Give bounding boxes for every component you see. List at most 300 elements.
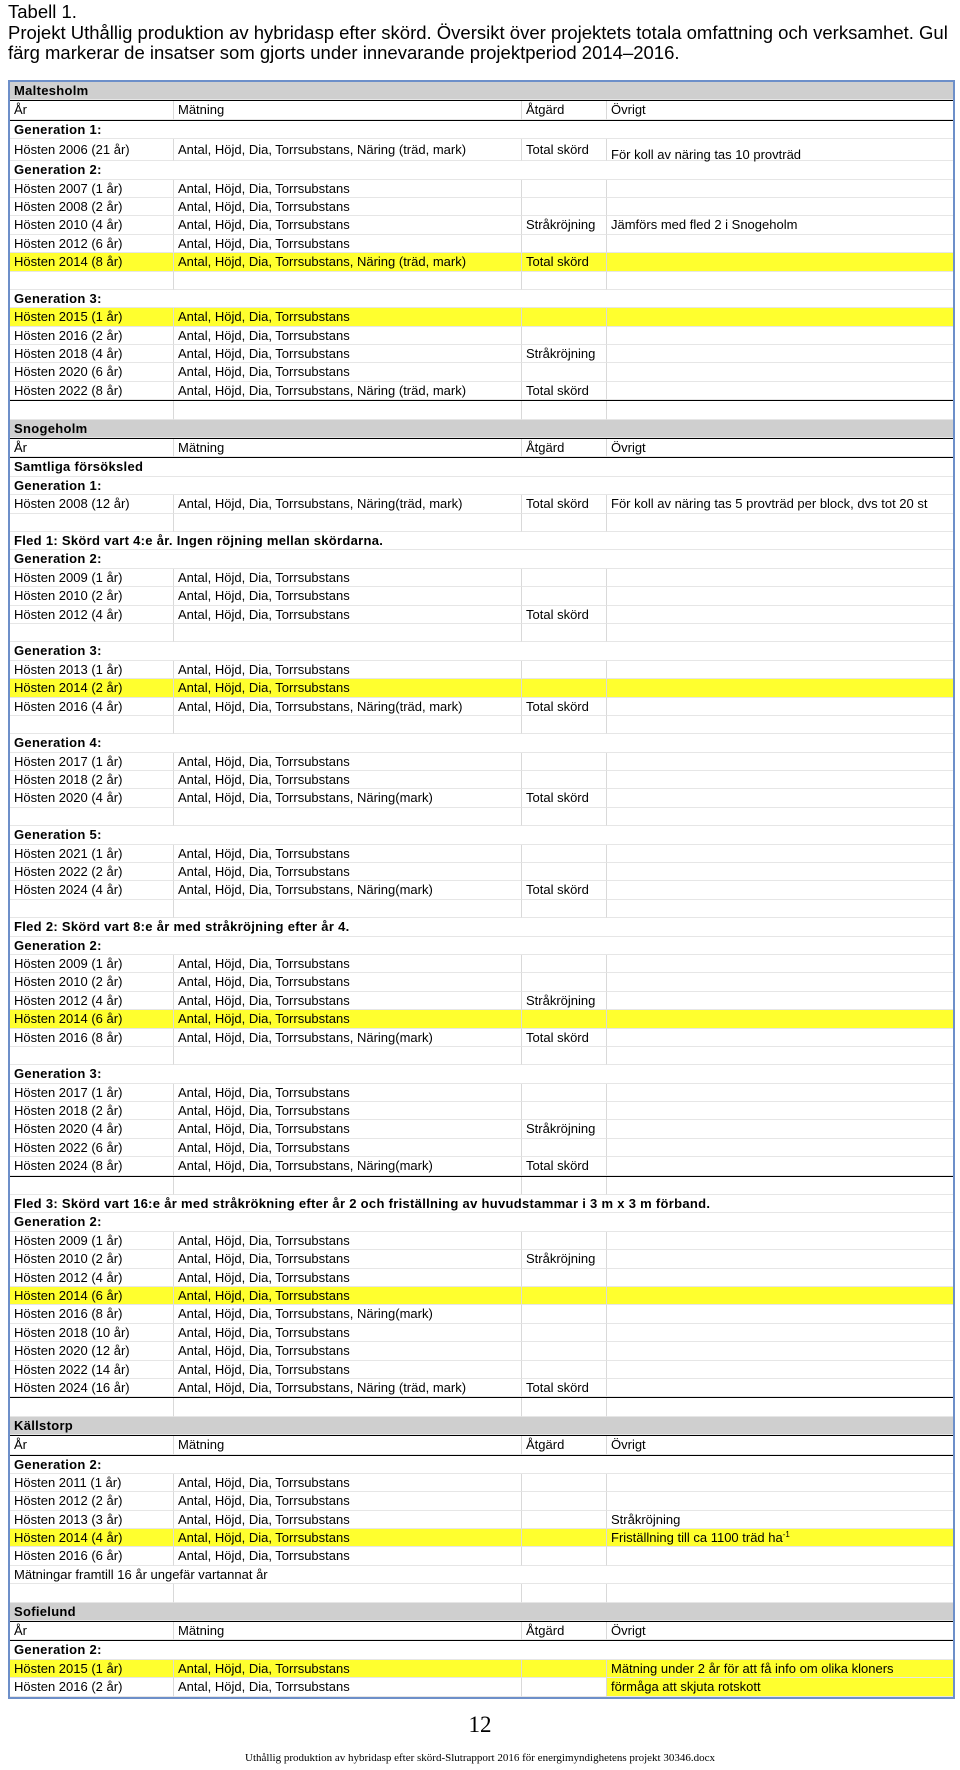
cell-text: Antal, Höjd, Dia, Torrsubstans xyxy=(178,1269,350,1285)
table-row xyxy=(10,1492,953,1510)
other-cell xyxy=(606,216,953,234)
cell-text: Antal, Höjd, Dia, Torrsubstans xyxy=(178,217,350,233)
spacer-row xyxy=(10,1177,953,1195)
empty-cell xyxy=(521,1047,606,1065)
action-cell xyxy=(521,101,606,119)
action-cell xyxy=(521,198,606,216)
action-cell xyxy=(521,973,606,991)
action-cell xyxy=(521,1678,606,1696)
cell-text: Hösten 2024 (4 år) xyxy=(14,882,123,898)
cell-text: Hösten 2024 (8 år) xyxy=(14,1158,123,1174)
action-cell xyxy=(521,1492,606,1510)
year-cell xyxy=(10,1010,173,1028)
group-label: Generation 3: xyxy=(10,642,953,660)
empty-cell xyxy=(173,900,521,918)
cell-text: Antal, Höjd, Dia, Torrsubstans, Näring(mark) xyxy=(178,882,433,898)
group-label: Generation 5: xyxy=(10,826,953,844)
generation-row xyxy=(10,937,953,955)
group-label: Generation 2: xyxy=(10,937,953,955)
measurement-cell xyxy=(173,495,521,513)
cell-text: Hösten 2015 (1 år) xyxy=(14,1660,123,1676)
table-row xyxy=(10,1324,953,1342)
empty-cell xyxy=(173,272,521,290)
table-row xyxy=(10,363,953,381)
cell-text: Antal, Höjd, Dia, Torrsubstans xyxy=(178,1511,350,1527)
year-cell xyxy=(10,439,173,457)
column-header-row xyxy=(10,1621,953,1641)
table-row xyxy=(10,180,953,198)
site-header-row xyxy=(10,82,953,100)
cell-text: Hösten 2018 (10 år) xyxy=(14,1324,130,1340)
year-cell xyxy=(10,1660,173,1678)
year-cell xyxy=(10,753,173,771)
other-cell xyxy=(606,1102,953,1120)
action-cell xyxy=(521,180,606,198)
measurement-cell xyxy=(173,881,521,899)
action-cell xyxy=(521,1305,606,1323)
cell-text: Hösten 2014 (6 år) xyxy=(14,1011,123,1027)
other-cell xyxy=(606,1474,953,1492)
other-cell xyxy=(606,606,953,624)
table-row xyxy=(10,992,953,1010)
year-cell xyxy=(10,1157,173,1175)
measurement-cell xyxy=(173,363,521,381)
other-cell xyxy=(606,139,953,161)
action-cell xyxy=(521,327,606,345)
table-row xyxy=(10,139,953,161)
measurement-cell xyxy=(173,1305,521,1323)
spacer-row xyxy=(10,624,953,642)
empty-cell xyxy=(606,272,953,290)
measurement-cell xyxy=(173,345,521,363)
table-row xyxy=(10,845,953,863)
measurement-cell xyxy=(173,439,521,457)
action-cell xyxy=(521,1361,606,1379)
cell-text: Antal, Höjd, Dia, Torrsubstans, Näring (träd, mark) xyxy=(178,142,467,158)
table-row xyxy=(10,606,953,624)
action-cell xyxy=(521,1622,606,1640)
other-cell xyxy=(606,973,953,991)
table-row xyxy=(10,1010,953,1028)
measurement-cell xyxy=(173,1120,521,1138)
empty-cell xyxy=(521,900,606,918)
other-cell xyxy=(606,439,953,457)
table-caption xyxy=(8,2,953,64)
cell-text: Antal, Höjd, Dia, Torrsubstans xyxy=(178,364,350,380)
site-header-row xyxy=(10,1603,953,1621)
empty-cell xyxy=(521,1584,606,1602)
cell-text: Hösten 2009 (1 år) xyxy=(14,569,123,585)
year-cell xyxy=(10,1084,173,1102)
action-cell xyxy=(521,679,606,697)
treatment-row xyxy=(10,532,953,550)
action-cell xyxy=(521,1029,606,1047)
table-row xyxy=(10,327,953,345)
year-cell xyxy=(10,198,173,216)
measurement-cell xyxy=(173,1529,521,1547)
cell-text: Antal, Höjd, Dia, Torrsubstans xyxy=(178,845,350,861)
table-row xyxy=(10,216,953,234)
year-cell xyxy=(10,308,173,326)
year-cell xyxy=(10,253,173,271)
generation-row xyxy=(10,121,953,139)
empty-cell xyxy=(521,808,606,826)
overview-table xyxy=(8,80,955,1699)
cell-text: Hösten 2011 (1 år) xyxy=(14,1474,122,1490)
year-cell xyxy=(10,771,173,789)
generation-row xyxy=(10,458,953,476)
group-label: Generation 2: xyxy=(10,550,953,568)
cell-text: Antal, Höjd, Dia, Torrsubstans, Näring (träd, mark) xyxy=(178,254,467,270)
measurement-cell xyxy=(173,1010,521,1028)
action-cell xyxy=(521,698,606,716)
year-cell xyxy=(10,235,173,253)
other-cell xyxy=(606,698,953,716)
cell-text: Antal, Höjd, Dia, Torrsubstans xyxy=(178,1548,350,1564)
cell-text: Hösten 2020 (12 år) xyxy=(14,1343,130,1359)
cell-text: Total skörd xyxy=(526,1029,589,1045)
year-cell xyxy=(10,1547,173,1565)
measurement-cell xyxy=(173,973,521,991)
cell-text: Hösten 2013 (1 år) xyxy=(14,661,123,677)
action-cell xyxy=(521,569,606,587)
table-row xyxy=(10,1342,953,1360)
empty-cell xyxy=(606,716,953,734)
cell-text: Hösten 2008 (2 år) xyxy=(14,198,123,214)
measurement-cell xyxy=(173,1474,521,1492)
empty-cell xyxy=(173,808,521,826)
group-label: Generation 3: xyxy=(10,290,953,308)
column-header-row xyxy=(10,438,953,458)
cell-text: Antal, Höjd, Dia, Torrsubstans xyxy=(178,992,350,1008)
year-cell xyxy=(10,955,173,973)
cell-text: Hösten 2016 (2 år) xyxy=(14,327,123,343)
measurement-cell xyxy=(173,845,521,863)
empty-cell xyxy=(521,401,606,419)
cell-text: Antal, Höjd, Dia, Torrsubstans xyxy=(178,955,350,971)
measurement-cell xyxy=(173,587,521,605)
action-cell xyxy=(521,1379,606,1397)
cell-text: Antal, Höjd, Dia, Torrsubstans xyxy=(178,606,350,622)
year-cell xyxy=(10,1324,173,1342)
empty-cell xyxy=(173,624,521,642)
table-row xyxy=(10,1102,953,1120)
table-row xyxy=(10,1379,953,1398)
year-cell xyxy=(10,973,173,991)
year-cell xyxy=(10,789,173,807)
other-cell xyxy=(606,1492,953,1510)
cell-text: Hösten 2009 (1 år) xyxy=(14,955,123,971)
cell-text: Antal, Höjd, Dia, Torrsubstans xyxy=(178,1103,350,1119)
other-cell xyxy=(606,661,953,679)
cell-text: Total skörd xyxy=(526,1158,589,1174)
other-cell xyxy=(606,1529,953,1547)
year-cell xyxy=(10,1250,173,1268)
cell-text: Antal, Höjd, Dia, Torrsubstans xyxy=(178,309,350,325)
year-cell xyxy=(10,1232,173,1250)
cell-text: Hösten 2022 (8 år) xyxy=(14,382,123,398)
other-cell xyxy=(606,1342,953,1360)
generation-row xyxy=(10,290,953,308)
other-cell xyxy=(606,771,953,789)
measurement-cell xyxy=(173,1379,521,1397)
other-cell xyxy=(606,1622,953,1640)
measurement-cell xyxy=(173,789,521,807)
cell-text: Hösten 2010 (4 år) xyxy=(14,217,123,233)
other-cell xyxy=(606,679,953,697)
year-cell xyxy=(10,327,173,345)
empty-cell xyxy=(606,1584,953,1602)
cell-text: Antal, Höjd, Dia, Torrsubstans xyxy=(178,680,350,696)
cell-text: Antal, Höjd, Dia, Torrsubstans xyxy=(178,588,350,604)
empty-cell xyxy=(173,401,521,419)
table-row xyxy=(10,789,953,807)
cell-text: Antal, Höjd, Dia, Torrsubstans xyxy=(178,1011,350,1027)
cell-text: Hösten 2006 (21 år) xyxy=(14,142,130,158)
cell-text: Antal, Höjd, Dia, Torrsubstans xyxy=(178,198,350,214)
other-cell xyxy=(606,180,953,198)
table-row xyxy=(10,771,953,789)
year-cell xyxy=(10,679,173,697)
cell-text: Antal, Höjd, Dia, Torrsubstans, Näring (träd, mark) xyxy=(178,1379,467,1395)
empty-cell xyxy=(606,401,953,419)
cell-text: Antal, Höjd, Dia, Torrsubstans xyxy=(178,1493,350,1509)
cell-text: Hösten 2014 (8 år) xyxy=(14,254,123,270)
year-cell xyxy=(10,1287,173,1305)
empty-cell xyxy=(10,1047,173,1065)
cell-text: Antal, Höjd, Dia, Torrsubstans xyxy=(178,569,350,585)
measurement-cell xyxy=(173,1361,521,1379)
action-cell xyxy=(521,771,606,789)
cell-text: Hösten 2014 (6 år) xyxy=(14,1288,123,1303)
other-cell xyxy=(606,1379,953,1397)
cell-text: Antal, Höjd, Dia, Torrsubstans xyxy=(178,180,350,196)
table-row xyxy=(10,1547,953,1565)
table-body xyxy=(10,82,953,1697)
other-cell xyxy=(606,881,953,899)
group-label: Generation 1: xyxy=(10,121,953,139)
cell-text: Total skörd xyxy=(526,882,589,898)
cell-text: Hösten 2012 (4 år) xyxy=(14,606,123,622)
table-row xyxy=(10,1157,953,1176)
action-cell xyxy=(521,661,606,679)
action-cell xyxy=(521,235,606,253)
year-cell xyxy=(10,1139,173,1157)
table-row xyxy=(10,1269,953,1287)
year-cell xyxy=(10,1474,173,1492)
cell-text: Total skörd xyxy=(526,382,589,398)
cell-text: Total skörd xyxy=(526,790,589,806)
year-cell xyxy=(10,1622,173,1640)
action-cell xyxy=(521,753,606,771)
measurement-cell xyxy=(173,1511,521,1529)
generation-row xyxy=(10,734,953,752)
action-cell xyxy=(521,1084,606,1102)
site-name: Sofielund xyxy=(10,1603,953,1621)
other-cell xyxy=(606,1287,953,1305)
site-name: Källstorp xyxy=(10,1417,953,1435)
action-cell xyxy=(521,495,606,513)
measurement-cell xyxy=(173,1436,521,1454)
year-cell xyxy=(10,1120,173,1138)
cell-text: År xyxy=(14,1437,27,1453)
group-label: Generation 3: xyxy=(10,1065,953,1083)
treatment-label: Fled 3: Skörd vart 16:e år med stråkrökning efter år 2 och friställning av huvudstammar i 3 m x 3 m förband. xyxy=(10,1195,953,1213)
year-cell xyxy=(10,698,173,716)
empty-cell xyxy=(10,716,173,734)
action-cell xyxy=(521,1287,606,1305)
spacer-row xyxy=(10,514,953,532)
action-cell xyxy=(521,439,606,457)
cell-text: Mätning under 2 år för att få info om olika kloners xyxy=(611,1660,894,1676)
measurement-cell xyxy=(173,1342,521,1360)
other-cell xyxy=(606,1010,953,1028)
other-cell xyxy=(606,253,953,271)
empty-cell xyxy=(606,1047,953,1065)
cell-text: Hösten 2017 (1 år) xyxy=(14,753,123,769)
measurement-cell xyxy=(173,661,521,679)
measurement-cell xyxy=(173,1269,521,1287)
cell-text: Mätning xyxy=(178,1437,225,1453)
measurement-cell xyxy=(173,955,521,973)
action-cell xyxy=(521,789,606,807)
other-cell xyxy=(606,1324,953,1342)
treatment-label: Fled 2: Skörd vart 8:e år med stråkröjning efter år 4. xyxy=(10,918,953,936)
group-label: Generation 2: xyxy=(10,161,953,179)
spacer-row xyxy=(10,716,953,734)
empty-cell xyxy=(606,1177,953,1195)
action-cell xyxy=(521,1010,606,1028)
other-cell xyxy=(606,345,953,363)
measurement-cell xyxy=(173,863,521,881)
measurement-cell xyxy=(173,569,521,587)
year-cell xyxy=(10,382,173,400)
action-cell xyxy=(521,881,606,899)
cell-text: Antal, Höjd, Dia, Torrsubstans xyxy=(178,1139,350,1155)
cell-text: Hösten 2008 (12 år) xyxy=(14,496,130,512)
year-cell xyxy=(10,1305,173,1323)
superscript: -1 xyxy=(782,1530,790,1540)
action-cell xyxy=(521,1547,606,1565)
cell-text: Åtgärd xyxy=(526,1623,565,1639)
year-cell xyxy=(10,863,173,881)
table-row xyxy=(10,1529,953,1547)
cell-text: Hösten 2018 (2 år) xyxy=(14,772,123,788)
site-header-row xyxy=(10,1417,953,1435)
cell-text: Hösten 2014 (2 år) xyxy=(14,680,123,696)
year-cell xyxy=(10,992,173,1010)
cell-text: Hösten 2018 (2 år) xyxy=(14,1103,123,1119)
year-cell xyxy=(10,1029,173,1047)
cell-text: Hösten 2022 (14 år) xyxy=(14,1361,130,1377)
other-cell xyxy=(606,1120,953,1138)
group-label: Generation 2: xyxy=(10,1213,953,1231)
table-row xyxy=(10,1678,953,1696)
cell-text: Antal, Höjd, Dia, Torrsubstans xyxy=(178,235,350,251)
table-row xyxy=(10,863,953,881)
cell-text: Hösten 2012 (4 år) xyxy=(14,992,123,1008)
year-cell xyxy=(10,1379,173,1397)
measurement-cell xyxy=(173,679,521,697)
action-cell xyxy=(521,1511,606,1529)
generation-row xyxy=(10,161,953,179)
empty-cell xyxy=(173,1398,521,1416)
cell-text: Antal, Höjd, Dia, Torrsubstans, Näring(mark) xyxy=(178,1029,433,1045)
year-cell xyxy=(10,1269,173,1287)
cell-text: Total skörd xyxy=(526,254,589,270)
action-cell xyxy=(521,1120,606,1138)
action-cell xyxy=(521,1157,606,1175)
measurement-cell xyxy=(173,1287,521,1305)
year-cell xyxy=(10,180,173,198)
cell-text: Hösten 2016 (6 år) xyxy=(14,1548,123,1564)
year-cell xyxy=(10,1678,173,1696)
other-cell xyxy=(606,789,953,807)
other-cell xyxy=(606,327,953,345)
empty-cell xyxy=(173,1584,521,1602)
measurement-cell xyxy=(173,180,521,198)
action-cell xyxy=(521,845,606,863)
cell-text: Hösten 2010 (2 år) xyxy=(14,1251,123,1267)
cell-text: Hösten 2017 (1 år) xyxy=(14,1084,123,1100)
table-row xyxy=(10,698,953,716)
cell-text: Hösten 2024 (16 år) xyxy=(14,1379,130,1395)
other-cell xyxy=(606,495,953,513)
empty-cell xyxy=(10,1584,173,1602)
measurement-cell xyxy=(173,1660,521,1678)
table-row xyxy=(10,679,953,697)
cell-text: Övrigt xyxy=(611,440,646,456)
other-cell xyxy=(606,1511,953,1529)
action-cell xyxy=(521,345,606,363)
cell-text: Antal, Höjd, Dia, Torrsubstans xyxy=(178,1251,350,1267)
cell-text: Hösten 2016 (8 år) xyxy=(14,1029,123,1045)
cell-text: Antal, Höjd, Dia, Torrsubstans xyxy=(178,1361,350,1377)
year-cell xyxy=(10,1529,173,1547)
year-cell xyxy=(10,345,173,363)
cell-text: Stråkröjning xyxy=(526,346,596,362)
cell-text: Antal, Höjd, Dia, Torrsubstans xyxy=(178,1288,350,1303)
empty-cell xyxy=(606,808,953,826)
empty-cell xyxy=(173,1047,521,1065)
table-row xyxy=(10,1511,953,1529)
cell-text: Hösten 2013 (3 år) xyxy=(14,1511,123,1527)
cell-text: Hösten 2022 (2 år) xyxy=(14,864,123,880)
generation-row xyxy=(10,642,953,660)
empty-cell xyxy=(521,514,606,532)
empty-cell xyxy=(10,514,173,532)
cell-text: Antal, Höjd, Dia, Torrsubstans xyxy=(178,346,350,362)
cell-text: Hösten 2012 (6 år) xyxy=(14,235,123,251)
other-cell xyxy=(606,845,953,863)
other-cell xyxy=(606,101,953,119)
empty-cell xyxy=(10,1398,173,1416)
year-cell xyxy=(10,101,173,119)
action-cell xyxy=(521,1232,606,1250)
column-header-row xyxy=(10,1435,953,1455)
generation-row xyxy=(10,477,953,495)
empty-cell xyxy=(606,514,953,532)
column-header-row xyxy=(10,100,953,120)
empty-cell xyxy=(521,624,606,642)
table-row xyxy=(10,382,953,401)
cell-text: Hösten 2016 (2 år) xyxy=(14,1679,123,1695)
table-row xyxy=(10,1139,953,1157)
other-cell xyxy=(606,1660,953,1678)
other-cell xyxy=(606,1250,953,1268)
action-cell xyxy=(521,1660,606,1678)
year-cell xyxy=(10,1436,173,1454)
